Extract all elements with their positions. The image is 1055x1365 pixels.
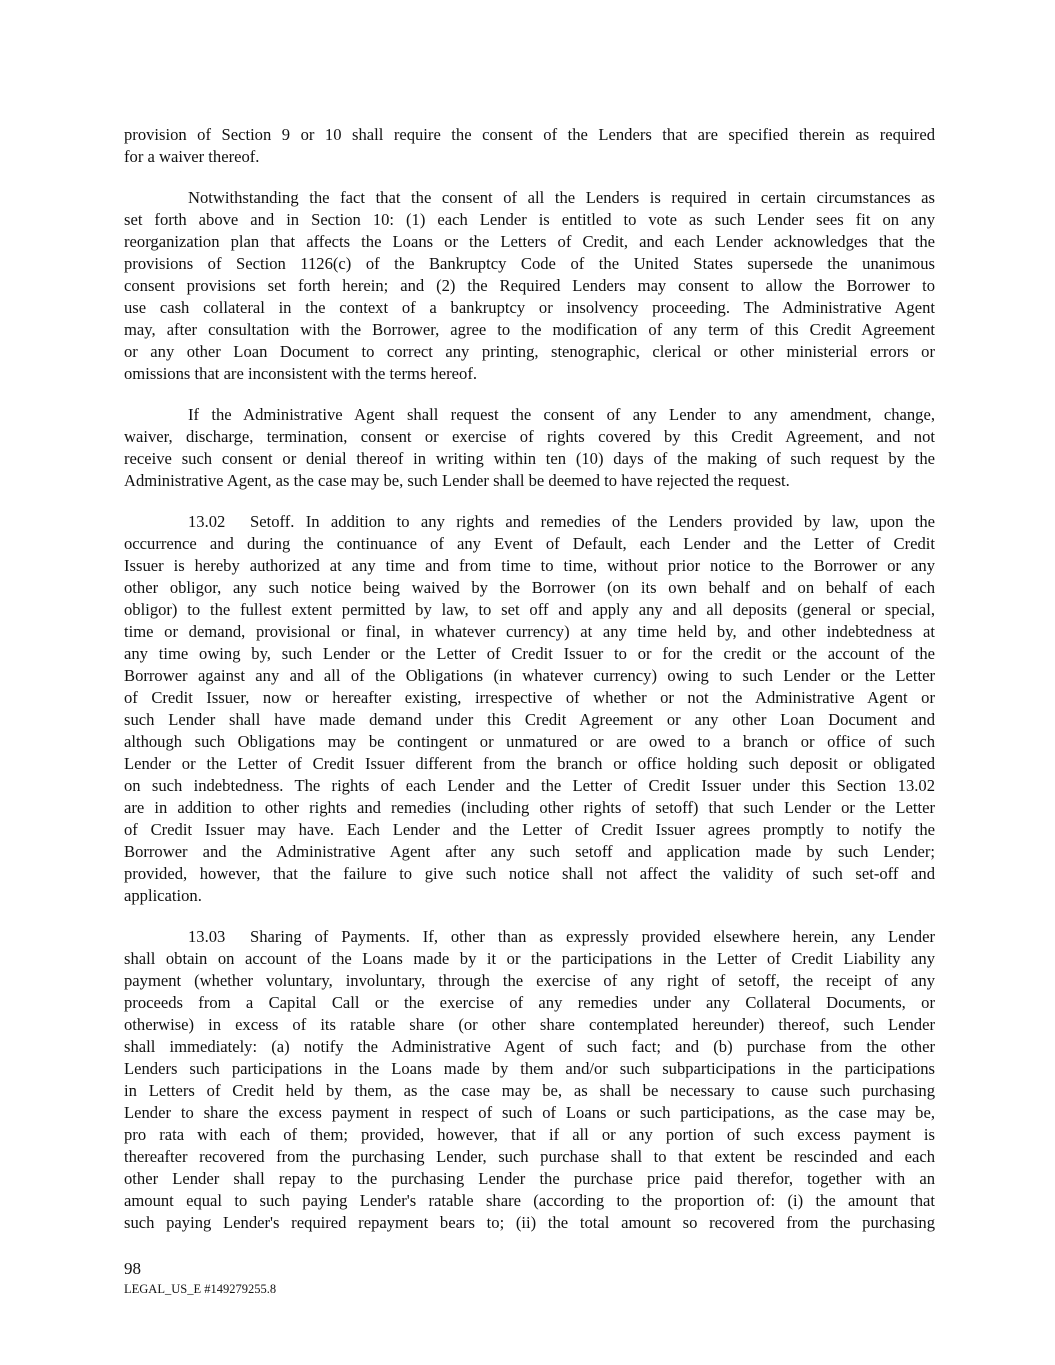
text-line: other obligor, any such notice being waived by the Borrower (on its own behalf and on behalf of each (124, 578, 935, 597)
text-line: Notwithstanding the fact that the consent of all the Lenders is required in certain circumstances as (188, 188, 935, 207)
text-line: If the Administrative Agent shall request the consent of any Lender to any amendment, change, (188, 405, 935, 424)
text-line: provision of Section 9 or 10 shall require the consent of the Lenders that are specified therein as required (124, 125, 935, 144)
text-line: time or demand, provisional or final, in whatever currency) at any time held by, and other indebtedness at (124, 622, 935, 641)
page-number: 98 (124, 1259, 141, 1278)
text-line: or any other Loan Document to correct any printing, stenographic, clerical or other ministerial errors or (124, 342, 935, 361)
text-line (124, 511, 935, 533)
text-line: in Letters of Credit held by them, as the case may be, as shall be necessary to cause such purchasing (124, 1081, 935, 1100)
text-line: occurrence and during the continuance of any Event of Default, each Lender and the Letter of Credit (124, 534, 935, 553)
text-line: may, after consultation with the Borrower, agree to the modification of any term of this Credit Agreement (124, 320, 935, 339)
text-line (124, 926, 935, 948)
text-line: provided, however, that the failure to give such notice shall not affect the validity of such set-off and (124, 864, 935, 883)
text-line: payment (whether voluntary, involuntary, through the exercise of any right of setoff, the receipt of any (124, 971, 935, 990)
text-line: proceeds from a Capital Call or the exercise of any remedies under any Collateral Documents, or (124, 993, 935, 1012)
text-line: shall immediately: (a) notify the Administrative Agent of such fact; and (b) purchase from the other (124, 1037, 935, 1056)
text-line: Lender or the Letter of Credit Issuer different from the branch or office holding such deposit or obligated (124, 754, 935, 773)
text-line: Administrative Agent, as the case may be, such Lender shall be deemed to have rejected the request. (124, 471, 790, 490)
text-line: although such Obligations may be contingent or unmatured or are owed to a branch or office of such (124, 732, 935, 751)
text-line: Lender to share the excess payment in respect of such of Loans or such participations, as the case may be, (124, 1103, 935, 1122)
section-number: 13.03 (188, 927, 226, 946)
text-line: reorganization plan that affects the Loans or the Letters of Credit, and each Lender acknowledges that the (124, 232, 935, 251)
text-line: receive such consent or denial thereof in writing within ten (10) days of the making of such request by the (124, 449, 935, 468)
text-line: application. (124, 886, 202, 905)
text-line: set forth above and in Section 10: (1) each Lender is entitled to vote as such Lender sees fit on any (124, 210, 935, 229)
text-line: pro rata with each of them; provided, however, that if all or any portion of such excess payment is (124, 1125, 935, 1144)
section-text: Sharing of Payments. If, other than as expressly provided elsewhere herein, any Lender (250, 927, 935, 946)
document-body (124, 124, 935, 1253)
section-13-02 (124, 511, 935, 907)
text-line: any time owing by, such Lender or the Letter of Credit Issuer to or for the credit or the account of the (124, 644, 935, 663)
text-line: shall obtain on account of the Loans made by it or the participations in the Letter of Credit Liability any (124, 949, 935, 968)
paragraph (124, 187, 935, 385)
text-line: Issuer is hereby authorized at any time and from time to time, without prior notice to the Borrower or any (124, 556, 935, 575)
text-line: amount equal to such paying Lender's ratable share (according to the proportion of: (i) the amount that (124, 1191, 935, 1210)
text-line: provisions of Section 1126(c) of the Bankruptcy Code of the United States supersede the unanimous (124, 254, 935, 273)
text-line: omissions that are inconsistent with the terms hereof. (124, 364, 478, 383)
paragraph (124, 124, 935, 168)
text-line: Lenders such participations in the Loans made by them and/or such subparticipations in the participations (124, 1059, 935, 1078)
text-line: such Lender shall have made demand under this Credit Agreement or any other Loan Document and (124, 710, 935, 729)
text-line: waiver, discharge, termination, consent or exercise of rights covered by this Credit Agreement, and not (124, 427, 935, 446)
text-line: other Lender shall repay to the purchasing Lender the purchase price paid therefor, together with an (124, 1169, 935, 1188)
text-line: of Credit Issuer, now or hereafter existing, irrespective of whether or not the Administrative Agent or (124, 688, 935, 707)
section-13-03 (124, 926, 935, 1234)
text-line: for a waiver thereof. (124, 147, 260, 166)
text-line: otherwise) in excess of its ratable share (or other share contemplated hereunder) thereof, such Lender (124, 1015, 935, 1034)
text-line: obligor) to the fullest extent permitted by law, to set off and apply any and all deposits (general or special, (124, 600, 935, 619)
section-number: 13.02 (188, 512, 226, 531)
text-line: such paying Lender's required repayment bears to; (ii) the total amount so recovered from the purchasing (124, 1213, 935, 1232)
text-line: are in addition to other rights and remedies (including other rights of setoff) that such Lender or the Letter (124, 798, 935, 817)
page-footer (124, 1258, 276, 1298)
text-line: use cash collateral in the context of a bankruptcy or insolvency proceeding. The Administrative Agent (124, 298, 935, 317)
paragraph (124, 404, 935, 492)
text-line: of Credit Issuer may have. Each Lender and the Letter of Credit Issuer agrees promptly to notify the (124, 820, 935, 839)
section-text: Setoff. In addition to any rights and remedies of the Lenders provided by law, upon the (250, 512, 935, 531)
document-id: LEGAL_US_E #149279255.8 (124, 1282, 277, 1296)
text-line: thereafter recovered from the purchasing Lender, such purchase shall to that extent be rescinded and each (124, 1147, 935, 1166)
text-line: consent provisions set forth herein; and (2) the Required Lenders may consent to allow the Borrower to (124, 276, 935, 295)
text-line: on such indebtedness. The rights of each Lender and the Letter of Credit Issuer under this Section 13.02 (124, 776, 935, 795)
text-line: Borrower and the Administrative Agent after any such setoff and application made by such Lender; (124, 842, 935, 861)
text-line: Borrower against any and all of the Obligations (in whatever currency) owing to such Lender or the Letter (124, 666, 935, 685)
